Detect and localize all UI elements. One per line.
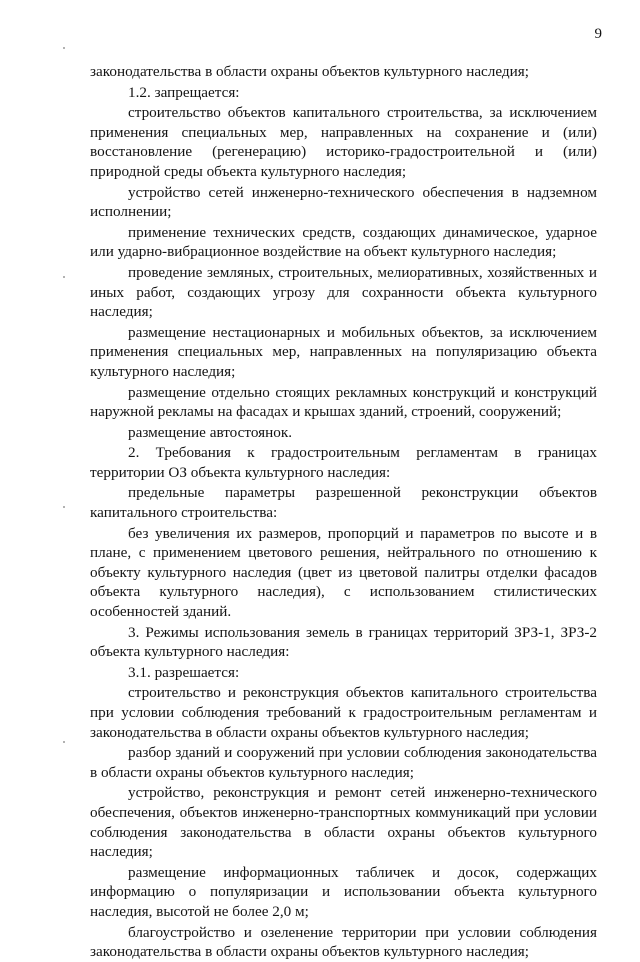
document-body xyxy=(90,62,597,962)
paragraph: предельные параметры разрешенной реконструкции объектов капитального строительства: xyxy=(90,484,597,522)
paragraph: разбор зданий и сооружений при условии соблюдения законодательства в области охраны объектов культурного наследия; xyxy=(90,744,597,781)
scan-speck xyxy=(63,276,65,278)
scan-speck xyxy=(63,47,65,49)
paragraph: строительство объектов капитального строительства, за исключением применения специальных мер, направленных на сохранение и (или) восстановление (регенерацию) историко-градостроительной и (или) природной среды объекта культурного наследия; xyxy=(90,104,597,180)
paragraph: устройство, реконструкция и ремонт сетей инженерно-технического обеспечения, объектов инженерно-транспортных коммуникаций при условии соблюдения законодательства в области охраны объектов культурного наследия; xyxy=(90,784,597,861)
paragraph: законодательства в области охраны объектов культурного наследия; xyxy=(90,63,529,80)
paragraph: размещение информационных табличек и досок, содержащих информацию о популяризации и использовании объекта культурного наследия, высотой не более 2,0 м; xyxy=(90,863,597,920)
paragraph: размещение нестационарных и мобильных объектов, за исключением применения специальных мер, направленных на популяризацию объекта культурного наследия; xyxy=(90,323,597,380)
paragraph: 3. Режимы использования земель в границах территорий ЗРЗ-1, ЗРЗ-2 объекта культурного наследия: xyxy=(90,623,597,661)
paragraph: строительство и реконструкция объектов капитального строительства при условии соблюдения требований к градостроительным регламентам и законодательства в области охраны объектов культурного наследия; xyxy=(90,684,597,741)
paragraph: проведение земляных, строительных, мелиоративных, хозяйственных и иных работ, создающих угрозу для сохранности объекта культурного наследия; xyxy=(90,263,597,321)
scan-speck xyxy=(63,741,65,743)
page-number: 9 xyxy=(594,26,602,42)
scan-speck xyxy=(63,506,65,508)
paragraph: 2. Требования к градостроительным регламентам в границах территории ОЗ объекта культурного наследия: xyxy=(90,444,597,481)
paragraph: применение технических средств, создающих динамическое, ударное или ударно-вибрационное воздействие на объект культурного наследия; xyxy=(90,223,597,261)
paragraph: благоустройство и озеленение территории при условии соблюдения законодательства в области охраны объектов культурного наследия; xyxy=(90,923,597,961)
paragraph: 1.2. запрещается: xyxy=(128,83,240,101)
paragraph: устройство сетей инженерно-технического обеспечения в надземном исполнении; xyxy=(90,183,597,221)
paragraph: размещение автостоянок. xyxy=(128,423,293,441)
paragraph: 3.1. разрешается: xyxy=(128,663,240,681)
paragraph: без увеличения их размеров, пропорций и параметров по высоте и в плане, с применением цветового решения, нейтрального по отношению к объекту культурного наследия (цвет из цветовой палитры отделки фасадов объекта культурного наследия), с использованием стилистических особенностей зданий. xyxy=(90,524,597,621)
paragraph: размещение отдельно стоящих рекламных конструкций и конструкций наружной рекламы на фасадах и крышах зданий, строений, сооружений; xyxy=(90,383,597,421)
